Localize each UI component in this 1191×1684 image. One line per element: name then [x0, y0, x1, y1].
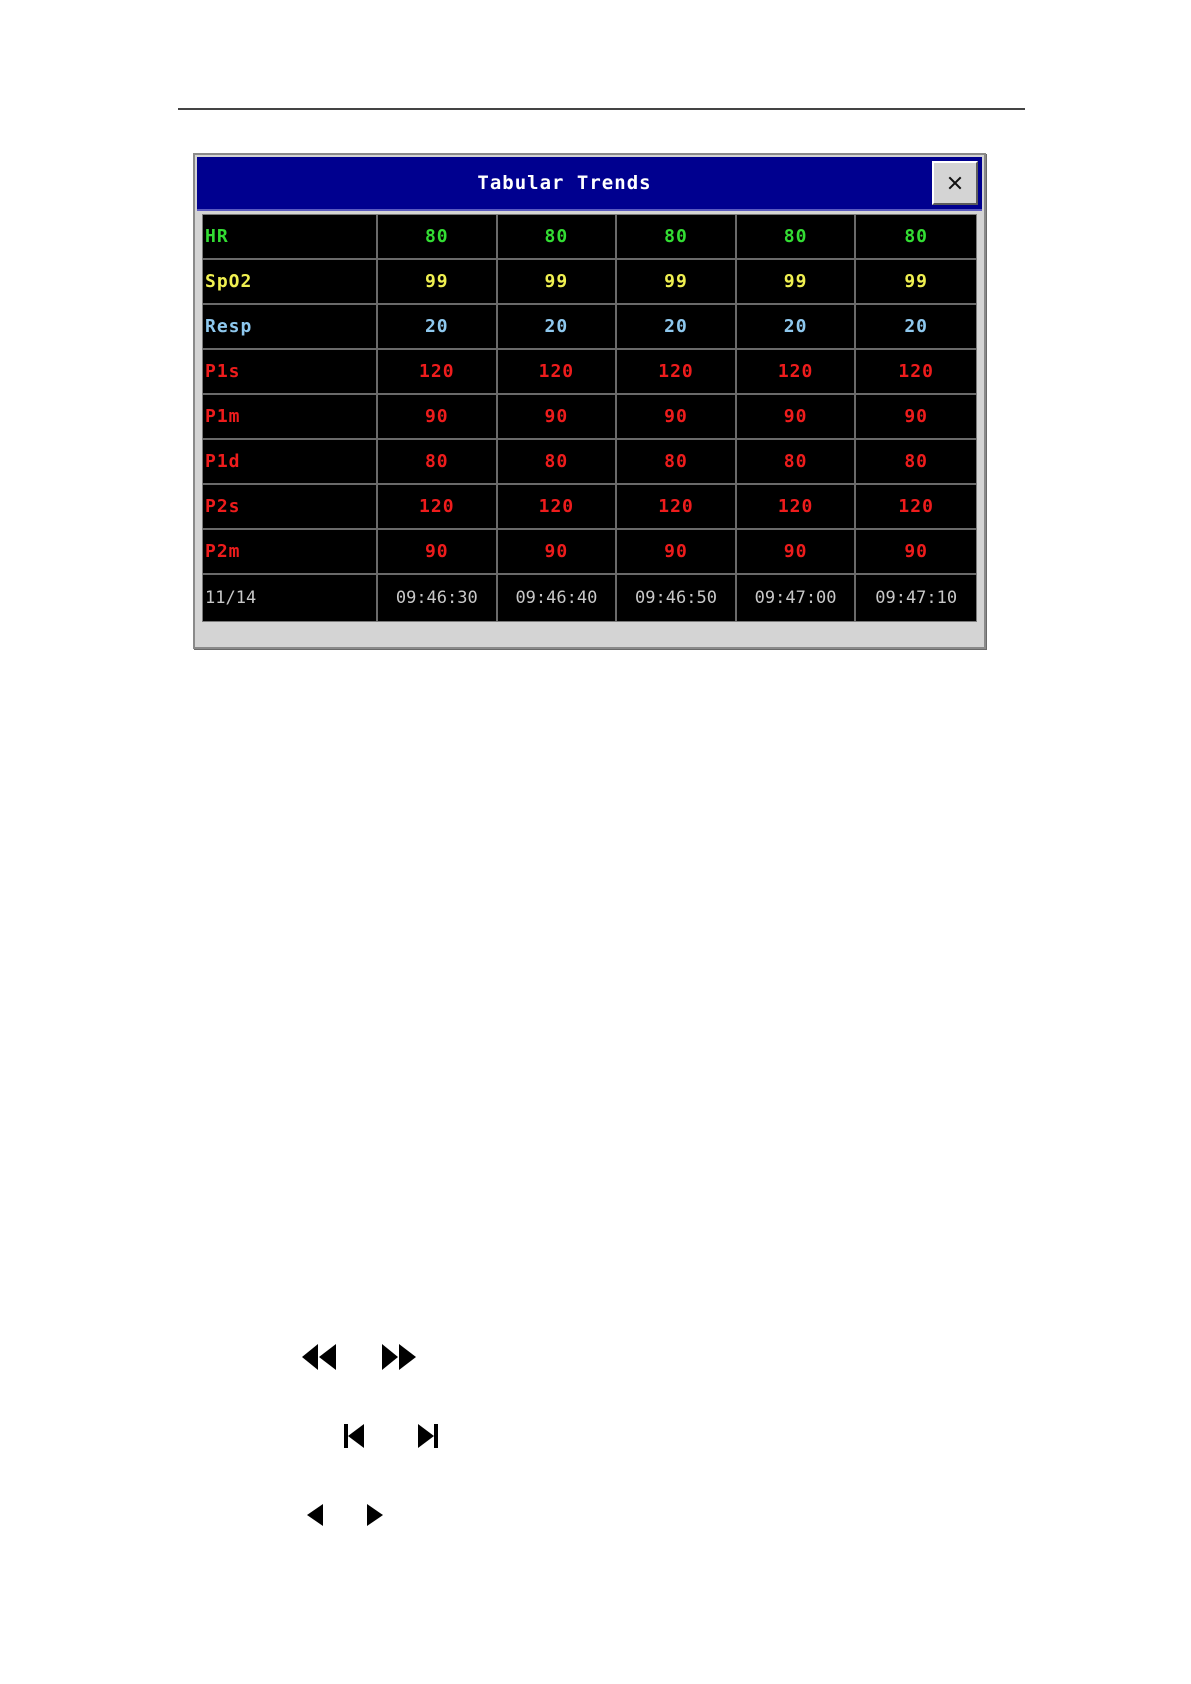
row-label: SpO2: [203, 260, 378, 305]
trend-value-cell: 99: [737, 260, 857, 305]
skip-to-start-icon[interactable]: [343, 1422, 365, 1450]
trend-value-cell: 20: [617, 305, 737, 350]
step-forward-icon[interactable]: [366, 1503, 384, 1527]
close-button[interactable]: [932, 161, 978, 205]
tabular-trends-window: [193, 153, 986, 649]
trend-value-cell: 80: [498, 440, 618, 485]
trend-value-cell: 90: [737, 530, 857, 575]
trend-value-cell: 120: [617, 485, 737, 530]
step-back-icon[interactable]: [306, 1503, 324, 1527]
row-label: HR: [203, 215, 378, 260]
trend-value-cell: 20: [378, 305, 498, 350]
trend-value-cell: 20: [498, 305, 618, 350]
trend-value-cell: 120: [617, 350, 737, 395]
trend-value-cell: 80: [856, 215, 976, 260]
trend-value-cell: 20: [856, 305, 976, 350]
time-cell: 09:46:30: [378, 575, 498, 621]
time-cell: 09:46:40: [498, 575, 618, 621]
time-cell: 09:47:00: [737, 575, 857, 621]
page-divider: [178, 108, 1025, 110]
trend-value-cell: 90: [378, 530, 498, 575]
window-status-strip: [197, 625, 982, 645]
trend-value-cell: 80: [737, 215, 857, 260]
time-cell: 09:47:10: [875, 588, 958, 608]
row-label: P2m: [203, 530, 378, 575]
trend-value-cell: 120: [498, 350, 618, 395]
trend-value-cell: 99: [378, 260, 498, 305]
trend-value-cell: 99: [856, 260, 976, 305]
trend-value-cell: 20: [737, 305, 857, 350]
trend-value-cell: 120: [378, 485, 498, 530]
row-label: Resp: [203, 305, 378, 350]
trend-value-cell: 120: [737, 350, 857, 395]
trend-value-cell: 90: [617, 530, 737, 575]
trend-value-cell: 80: [617, 440, 737, 485]
trend-value-cell: 90: [378, 395, 498, 440]
trend-value-cell: 80: [378, 215, 498, 260]
time-cell: 09:46:50: [617, 575, 737, 621]
trend-value-cell: 99: [617, 260, 737, 305]
trend-value-cell: 120: [498, 485, 618, 530]
close-icon: [948, 176, 962, 190]
trend-value-cell: 80: [737, 440, 857, 485]
trend-value-cell: 90: [498, 530, 618, 575]
row-label: P2s: [203, 485, 378, 530]
fast-forward-icon[interactable]: [381, 1343, 417, 1371]
window-title: Tabular Trends: [477, 172, 652, 194]
window-titlebar: [197, 157, 982, 211]
trend-value-cell: 90: [856, 530, 976, 575]
trend-value-cell: 90: [856, 395, 976, 440]
trend-value-cell: 80: [378, 440, 498, 485]
trend-value-cell: 99: [498, 260, 618, 305]
fast-rewind-icon[interactable]: [301, 1343, 337, 1371]
trend-value-cell: 90: [737, 395, 857, 440]
row-label: P1m: [203, 395, 378, 440]
trend-value-cell: 80: [498, 215, 618, 260]
row-label: P1d: [203, 440, 378, 485]
trend-value-cell: 80: [856, 440, 976, 485]
trend-value-cell: 120: [856, 485, 976, 530]
trend-value-cell: 90: [498, 395, 618, 440]
trend-value-cell: 80: [617, 215, 737, 260]
trend-value-cell: 120: [737, 485, 857, 530]
trends-table: [202, 214, 977, 622]
trend-value-cell: 120: [378, 350, 498, 395]
date-label: 11/14: [203, 575, 378, 621]
trend-value-cell: 90: [617, 395, 737, 440]
skip-to-end-icon[interactable]: [417, 1422, 439, 1450]
row-label: P1s: [203, 350, 378, 395]
trend-value-cell: 120: [856, 350, 976, 395]
